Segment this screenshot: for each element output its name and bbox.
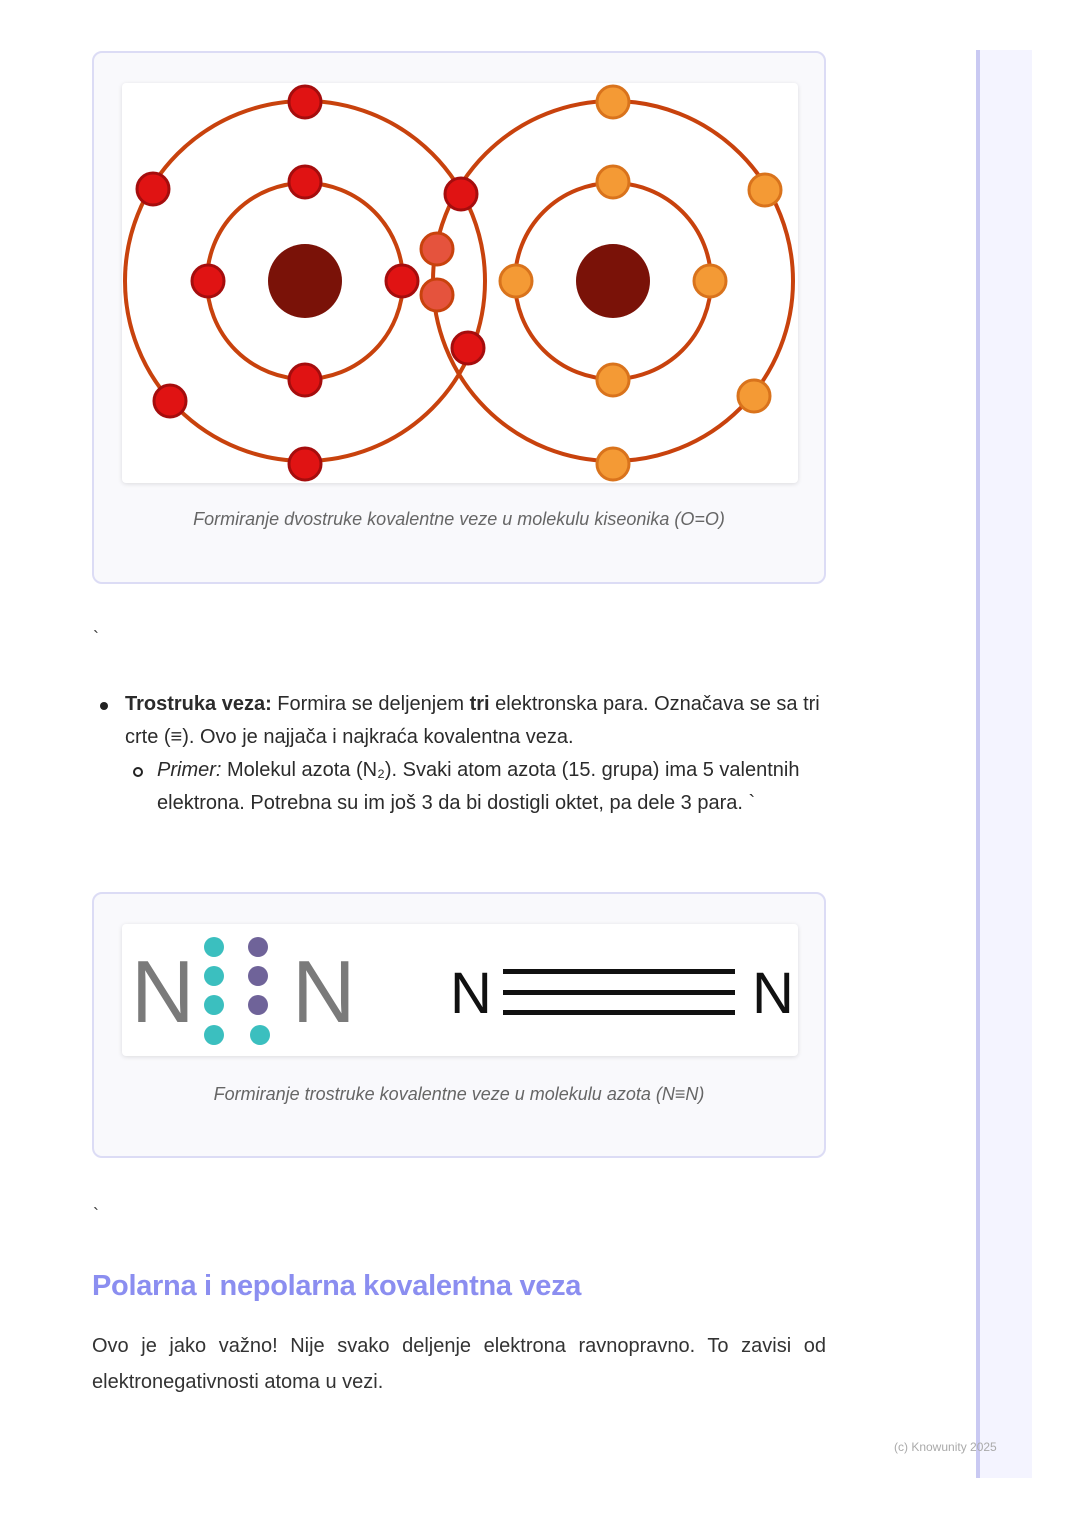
bullet-marker <box>100 702 108 710</box>
electron-dot <box>250 1025 270 1045</box>
shared-electron <box>421 233 453 265</box>
sub-text: Molekul azota (N₂). Svaki atom azota (15. grupa) ima 5 valentnih elektrona. Potrebna su im još 3 da bi dostigli oktet, pa dele 3 para. ` <box>157 759 800 814</box>
nitrogen-diagram-panel <box>122 924 798 1056</box>
electron <box>500 265 532 297</box>
bullet-text-b: elektronska para. Označava se sa tri crte (≡). Ovo je najjača i najkraća kovalentna veza. <box>125 693 820 748</box>
electron <box>445 178 477 210</box>
electron <box>738 380 770 412</box>
bond-line <box>503 969 735 974</box>
electron <box>192 265 224 297</box>
oxygen-diagram-panel <box>122 83 798 483</box>
electron <box>694 265 726 297</box>
electron <box>597 166 629 198</box>
bullet-term: Trostruka veza: <box>125 693 272 715</box>
bond-line <box>503 990 735 995</box>
bond-line <box>503 1010 735 1015</box>
section-heading: Polarna i nepolarna kovalentna veza <box>92 1270 582 1302</box>
structural-n-left: N <box>450 961 492 1026</box>
right-nucleus <box>576 244 650 318</box>
sub-bullet-marker <box>133 767 143 777</box>
electron <box>597 448 629 480</box>
electron <box>289 86 321 118</box>
electron <box>749 174 781 206</box>
figure-oxygen <box>92 51 826 584</box>
electron-dot <box>248 937 268 957</box>
list-item <box>92 688 832 754</box>
electron <box>452 332 484 364</box>
sub-list-item <box>92 754 832 820</box>
figure-caption: Formiranje trostruke kovalentne veze u molekulu azota (N≡N) <box>213 1084 705 1104</box>
backtick: ` <box>93 1205 99 1225</box>
bullet-bold-word: tri <box>469 693 490 715</box>
electron <box>154 385 186 417</box>
electron <box>289 448 321 480</box>
oxygen-diagram <box>122 83 798 483</box>
backtick: ` <box>93 628 99 648</box>
figure-nitrogen <box>92 892 826 1158</box>
sub-label: Primer: <box>157 759 222 781</box>
electron <box>137 173 169 205</box>
electron-dot <box>204 995 224 1015</box>
copyright-text: (c) Knowunity 2025 <box>894 1440 997 1454</box>
nitrogen-diagram <box>122 924 798 1056</box>
bullet-list <box>92 688 832 820</box>
electron <box>597 86 629 118</box>
electron-dot <box>204 966 224 986</box>
lewis-n-left: N <box>131 942 195 1041</box>
electron <box>289 364 321 396</box>
electron <box>597 364 629 396</box>
figure-caption: Formiranje dvostruke kovalentne veze u molekulu kiseonika (O=O) <box>193 509 725 529</box>
body-paragraph: Ovo je jako važno! Nije svako deljenje elektrona ravnopravno. To zavisi od elektronegativnosti atoma u vezi. <box>92 1335 826 1393</box>
left-nucleus <box>268 244 342 318</box>
electron <box>289 166 321 198</box>
right-sidebar <box>976 50 1032 1478</box>
shared-electron <box>421 279 453 311</box>
electron-dot <box>204 937 224 957</box>
electron-dot <box>248 995 268 1015</box>
electron <box>386 265 418 297</box>
electron-dot <box>204 1025 224 1045</box>
structural-n-right: N <box>752 961 794 1026</box>
electron-dot <box>248 966 268 986</box>
lewis-n-right: N <box>292 942 356 1041</box>
bullet-text-a: Formira se deljenjem <box>271 693 470 715</box>
